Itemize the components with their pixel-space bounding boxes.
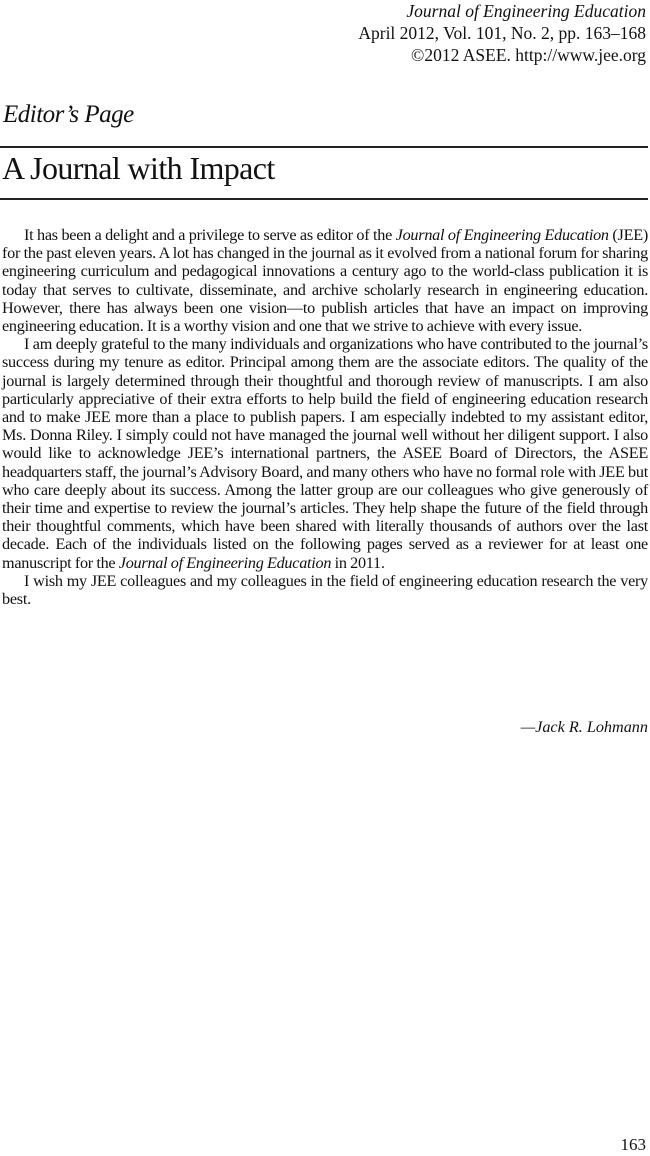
paragraph-3: I wish my JEE colleagues and my colleagues in the field of engineering education research the very best.	[2, 571, 648, 609]
copyright-line: ©2012 ASEE. http://www.jee.org	[411, 45, 646, 65]
article-title: A Journal with Impact	[2, 150, 275, 186]
journal-name: Journal of Engineering Education	[406, 1, 646, 21]
section-label: Editor’s Page	[3, 101, 134, 128]
author-signature: —Jack R. Lohmann	[520, 718, 648, 736]
journal-title-italic: Journal of Engineering Education	[395, 226, 609, 244]
issue-info: April 2012, Vol. 101, No. 2, pp. 163–168	[358, 23, 646, 43]
running-header	[358, 0, 646, 66]
article-body	[2, 226, 648, 608]
title-rule-bottom	[0, 198, 648, 200]
paragraph-2: I am deeply grateful to the many individuals and organizations who have contributed to the journal’s success during my tenure as editor. Principal among them are the associate editors. The quality of the journal is largely determined through their thoughtful and thorough review of manuscripts. I am also particularly appreciative of their extra efforts to help build the field of engineering education research and to make JEE more than a place to publish papers. I am especially indebted to my assistant editor, Ms. Donna Riley. I simply could not have managed the journal well without her diligent support. I also would like to acknowledge JEE’s international partners, the ASEE Board of Directors, the ASEE headquarters staff, the journal’s Advisory Board, and many others who have no formal role with JEE but who care deeply about its success. Among the latter group are our colleagues who give generously of their time and expertise to review the journal’s articles. They help shape the future of the field through their thoughtful comments, which have been shared with literally thousands of authors over the last decade. Each of the individuals listed on the following pages served as a reviewer for at least one manuscript for the Journal of Engineering Education in 2011.	[2, 335, 648, 572]
paragraph-1: It has been a delight and a privilege to serve as editor of the Journal of Engineering Education (JEE) for the past eleven years. A lot has changed in the journal as it evolved from a national forum for sharing engineering curriculum and pedagogical innovations a century ago to the world-class publication it is today that serves to cultivate, disseminate, and archive scholarly research in engineering education. However, there has always been one vision—to publish articles that have an impact on improving engineering education. It is a worthy vision and one that we strive to achieve with every issue.	[2, 226, 648, 336]
page-number: 163	[620, 1135, 646, 1154]
journal-title-italic: Journal of Engineering Education	[118, 553, 332, 572]
